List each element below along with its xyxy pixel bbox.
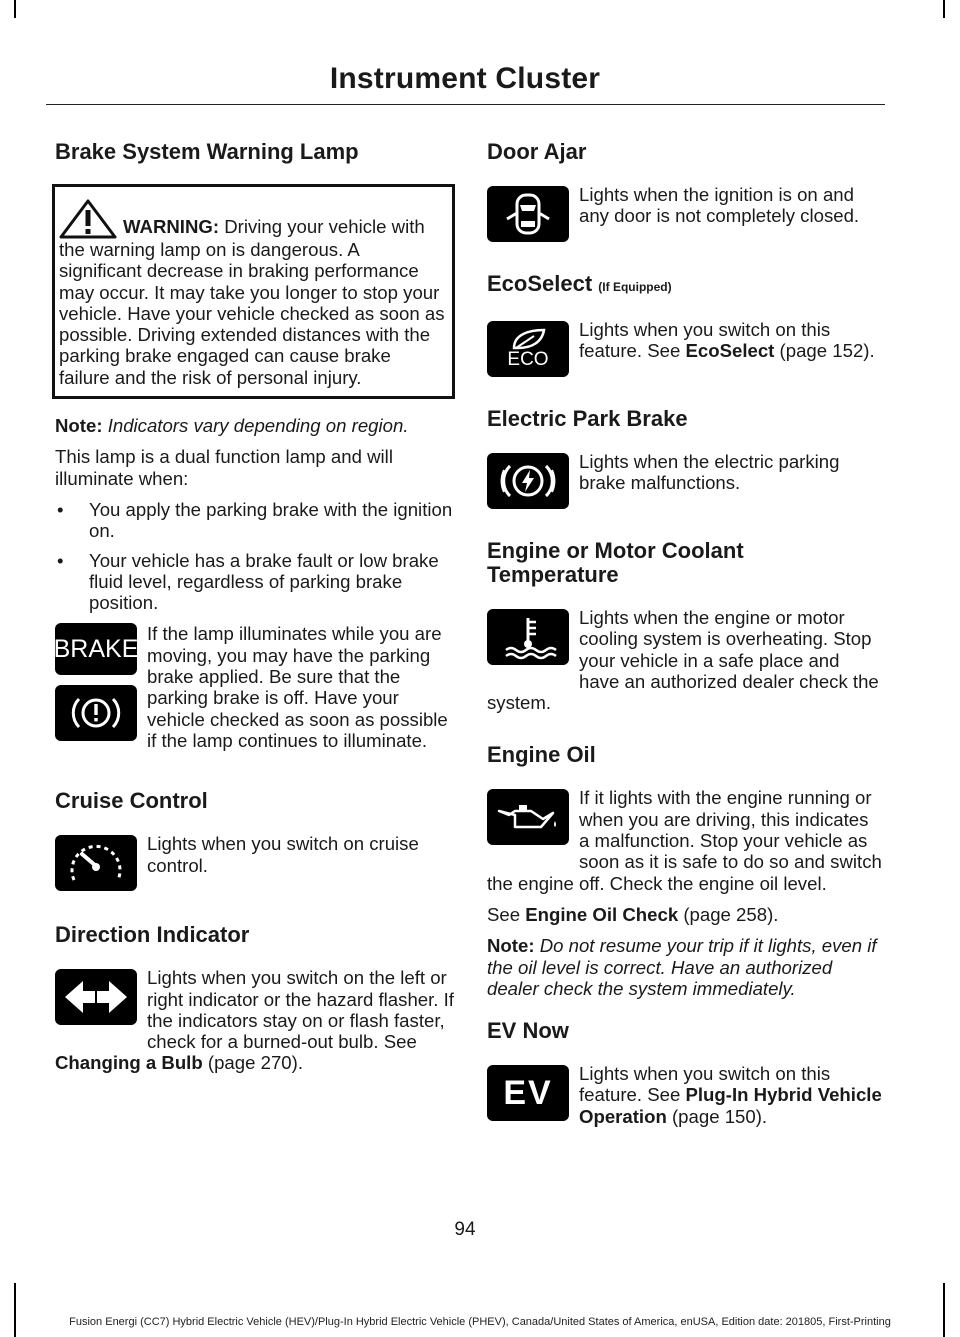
brake-icons: [55, 623, 137, 741]
section-heading: Direction Indicator: [55, 922, 250, 948]
section-heading: Cruise Control: [55, 788, 208, 814]
coolant-temperature-icon: [487, 609, 569, 665]
electric-park-brake-icon: [487, 453, 569, 509]
crop-mark: [14, 1283, 16, 1337]
cruise-section: [55, 789, 455, 901]
list-item: • You apply the parking brake with the ignition on.: [55, 499, 455, 542]
note-label: Note:: [55, 415, 103, 437]
warning-text: Driving your vehicle with the warning lamp on is dangerous. A significant decrease in braking performance may occur. It may take you longer to stop your vehicle. Have your vehicle checked as soon as possible. Driving extended distances with the parking brake engaged can cause brake failure and the risk of personal injury.: [59, 216, 445, 388]
link-phev-operation[interactable]: Plug-In Hybrid Vehicle Operation: [579, 1084, 882, 1127]
link-changing-bulb[interactable]: Changing a Bulb: [55, 1052, 203, 1074]
brake-warning-icon: [55, 685, 137, 741]
ev-text: Lights when you switch on this feature. See: [579, 1063, 831, 1106]
section-heading: Brake System Warning Lamp: [55, 139, 359, 164]
section-heading: Door Ajar: [487, 139, 587, 164]
right-column: [487, 140, 882, 1157]
eco-section: [487, 272, 882, 387]
page-title: Instrument Cluster: [329, 62, 601, 95]
oil-note: [487, 935, 882, 999]
note-text: Indicators vary depending on region.: [107, 415, 409, 437]
oil-section: [487, 743, 882, 999]
section-heading: Engine or Motor Coolant Temperature: [487, 538, 744, 587]
eco-text: Lights when you switch on this feature. See: [579, 319, 831, 362]
section-heading: Engine Oil: [487, 742, 596, 768]
warning-triangle-icon: [59, 199, 117, 239]
direction-section: [55, 923, 455, 1083]
note-label: Note:: [487, 935, 535, 957]
crop-mark: [943, 0, 945, 18]
epb-section: [487, 407, 882, 519]
eco-leaf-icon: [487, 321, 569, 377]
direction-arrows-icon: [55, 969, 137, 1025]
eco-icon-label: ECO: [507, 349, 549, 370]
link-engine-oil-check[interactable]: Engine Oil Check: [525, 903, 679, 925]
door-section: [487, 140, 882, 252]
page-number: 94: [454, 1219, 476, 1240]
direction-text: Lights when you switch on the left or right indicator or the hazard flasher. If the indicators stay on or flash faster, check for a burned-out bulb. See: [147, 967, 454, 1053]
brake-body: If the lamp illuminates while you are moving, you may have the parking brake applied. Be sure that the parking brake is off. Have your vehicle checked as soon as possible if the lamp continues to illuminate.: [147, 623, 448, 751]
oil-body: If it lights with the engine running or when you are driving, this indicates a malfunction. Stop your vehicle as soon as it is safe to do so and switch the engine off. Check the engine oil level.: [487, 787, 882, 894]
if-equipped-label: (If Equipped): [598, 280, 672, 294]
section-heading: EV Now: [487, 1018, 569, 1044]
crop-mark: [14, 0, 16, 18]
ev-icon-label: EV: [503, 1073, 553, 1112]
link-ecoselect[interactable]: EcoSelect: [685, 340, 775, 362]
ev-now-icon: [487, 1065, 569, 1121]
brake-section: [55, 140, 455, 761]
header-divider: [46, 104, 885, 105]
cruise-body: Lights when you switch on cruise control.: [147, 833, 419, 876]
cruise-control-icon: [55, 835, 137, 891]
coolant-body: Lights when the engine or motor cooling system is overheating. Stop your vehicle in a safe place and have an authorized dealer check the system.: [487, 607, 879, 714]
epb-body: Lights when the electric parking brake malfunctions.: [579, 451, 840, 494]
door-body: Lights when the ignition is on and any door is not completely closed.: [579, 184, 860, 227]
footer-text: Fusion Energi (CC7) Hybrid Electric Vehicle (HEV)/Plug-In Hybrid Electric Vehicle (PHEV), Canada/United States of America, enUSA, Edition date: 201805, First-Printing: [69, 1316, 891, 1328]
warning-label: WARNING:: [123, 216, 220, 237]
page-ref: (page 270).: [202, 1052, 303, 1074]
note: [55, 415, 455, 436]
list-item: • Your vehicle has a brake fault or low brake fluid level, regardless of parking brake position.: [55, 550, 455, 614]
page-ref: (page 258).: [678, 903, 779, 925]
oil-see: [487, 904, 882, 925]
page-ref: (page 152).: [774, 340, 875, 362]
coolant-section: [487, 539, 882, 723]
engine-oil-icon: [487, 789, 569, 845]
section-heading: Electric Park Brake: [487, 406, 688, 431]
see-prefix: See: [487, 903, 526, 925]
brake-text-icon: BRAKE: [55, 623, 137, 675]
note-text: Do not resume your trip if it lights, even if the oil level is correct. Have an authorized dealer check the system immediately.: [487, 935, 877, 999]
intro-text: This lamp is a dual function lamp and will illuminate when:: [55, 446, 393, 489]
eco-heading: EcoSelect: [487, 271, 593, 296]
page-ref: (page 150).: [666, 1105, 768, 1127]
crop-mark: [943, 1283, 945, 1337]
door-ajar-icon: [487, 186, 569, 242]
ev-section: [487, 1019, 882, 1137]
section-heading: [487, 272, 882, 299]
warning-box: [52, 184, 455, 399]
left-column: [55, 140, 455, 1104]
bullet-list: [55, 499, 455, 613]
